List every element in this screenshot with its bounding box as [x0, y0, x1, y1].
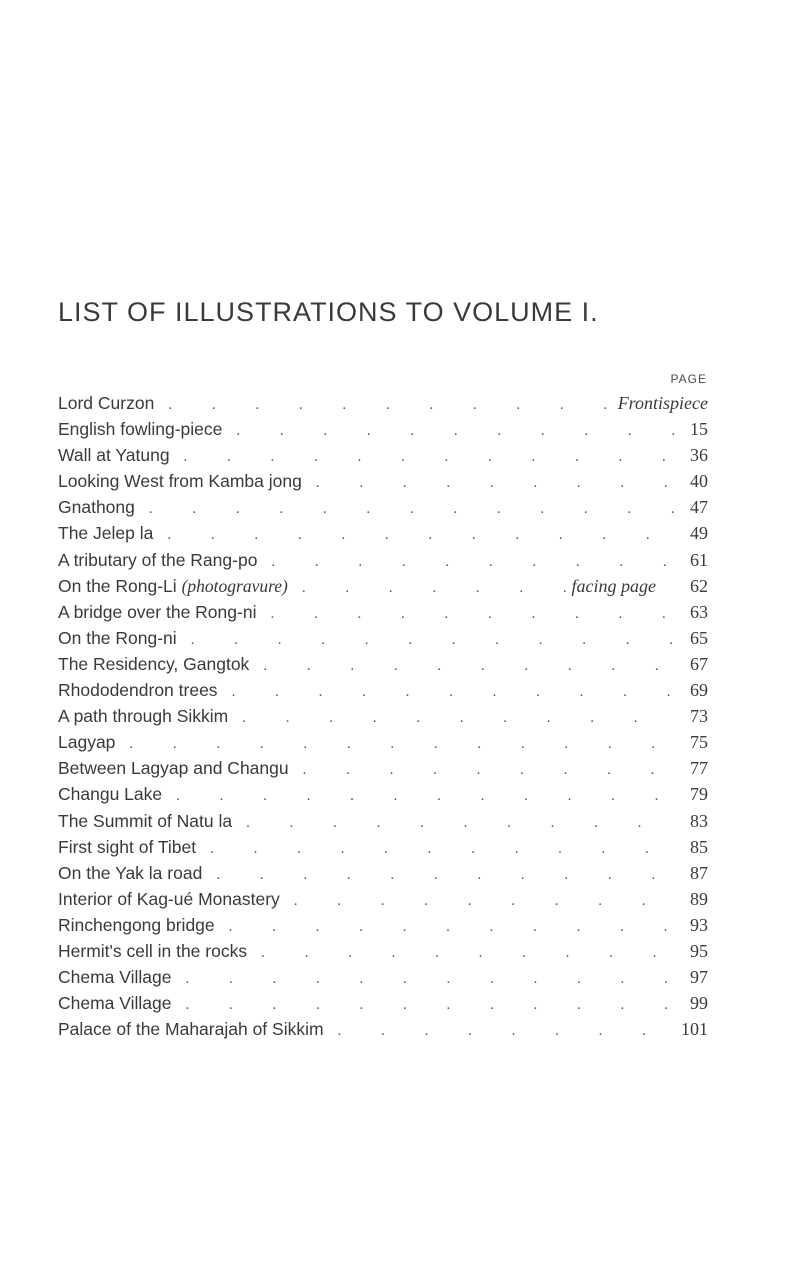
dot-leader — [177, 627, 678, 653]
dot-leader — [247, 940, 678, 966]
entry-title: Chema Village — [58, 967, 172, 988]
entry-title: Between Lagyap and Changu — [58, 758, 289, 779]
entry-page: 69 — [690, 680, 708, 701]
entry-title: English fowling-piece — [58, 419, 223, 440]
entry-page: 77 — [690, 758, 708, 779]
entry-title-note: (photogravure) — [181, 575, 288, 596]
list-item — [58, 494, 708, 520]
entry-title — [58, 573, 288, 599]
entry-title: Gnathong — [58, 497, 135, 518]
list-item — [58, 990, 708, 1016]
entry-page: 73 — [690, 706, 708, 727]
list-item — [58, 1016, 708, 1042]
list-item — [58, 390, 708, 416]
entry-page: 97 — [690, 967, 708, 988]
entry-page: 49 — [690, 523, 708, 544]
entry-page: 62 — [690, 575, 708, 596]
dot-leader — [324, 1018, 678, 1044]
list-item — [58, 860, 708, 886]
list-item — [58, 729, 708, 755]
entry-title: A bridge over the Rong-ni — [58, 601, 257, 622]
dot-leader — [280, 888, 678, 914]
entry-title: Rinchengong bridge — [58, 914, 215, 935]
list-item — [58, 834, 708, 860]
facing-page-note: facing page — [571, 575, 656, 596]
list-item — [58, 442, 708, 468]
list-item — [58, 599, 708, 625]
dot-leader — [162, 783, 678, 809]
entry-page: 101 — [681, 1019, 708, 1040]
entry-page: 65 — [690, 627, 708, 648]
entry-page: 95 — [690, 940, 708, 961]
list-item — [58, 416, 708, 442]
list-item — [58, 808, 708, 834]
entry-page: 40 — [690, 471, 708, 492]
dot-leader — [115, 731, 678, 757]
list-item — [58, 703, 708, 729]
dot-leader — [249, 653, 678, 679]
entry-page: 67 — [690, 653, 708, 674]
dot-leader — [289, 757, 678, 783]
entry-title-text: On the Rong-Li — [58, 575, 177, 596]
entry-title: Lord Curzon — [58, 393, 155, 413]
list-item — [58, 573, 708, 599]
entry-title: The Residency, Gangtok — [58, 653, 250, 674]
dot-leader — [302, 470, 678, 496]
entry-title: The Jelep la — [58, 523, 154, 544]
dot-leader — [228, 705, 678, 731]
dot-leader — [172, 992, 679, 1018]
entry-page: 47 — [690, 497, 708, 518]
dot-leader — [202, 862, 678, 888]
list-item — [58, 781, 708, 807]
entry-title: The Summit of Natu la — [58, 810, 233, 831]
dot-leader — [257, 549, 678, 575]
entry-title: On the Rong-ni — [58, 627, 177, 648]
page-title: LIST OF ILLUSTRATIONS TO VOLUME I. — [58, 297, 599, 327]
entry-title: First sight of Tibet — [58, 836, 197, 857]
page-column-label: PAGE — [670, 372, 707, 386]
dot-leader — [196, 836, 678, 862]
entry-page: 93 — [690, 914, 708, 935]
list-item — [58, 468, 708, 494]
entry-page: 79 — [690, 784, 708, 805]
entry-title: On the Yak la road — [58, 862, 203, 883]
entry-title: Hermit's cell in the rocks — [58, 940, 248, 961]
entry-title: A tributary of the Rang-po — [58, 549, 258, 570]
list-item — [58, 677, 708, 703]
dot-leader — [135, 496, 678, 522]
entry-page: 36 — [690, 445, 708, 466]
entry-title: A path through Sikkim — [58, 706, 229, 727]
list-item — [58, 886, 708, 912]
list-item — [58, 520, 708, 546]
dot-leader — [288, 575, 572, 601]
entry-title: Rhododendron trees — [58, 680, 218, 701]
entry-page: 63 — [690, 601, 708, 622]
entry-page: 99 — [690, 993, 708, 1014]
entry-page: 87 — [690, 862, 708, 883]
dot-leader — [153, 522, 678, 548]
dot-leader — [232, 810, 678, 836]
list-item — [58, 547, 708, 573]
entry-title: Interior of Kag-ué Monastery — [58, 888, 280, 909]
list-item — [58, 651, 708, 677]
entry-page: 85 — [690, 836, 708, 857]
dot-leader — [154, 392, 617, 418]
entry-page: Frontispiece — [617, 393, 708, 413]
entry-page: 83 — [690, 810, 708, 831]
dot-leader — [215, 914, 678, 940]
entry-page: 15 — [690, 419, 708, 440]
dot-leader — [222, 418, 678, 444]
entry-title: Wall at Yatung — [58, 445, 170, 466]
list-item — [58, 912, 708, 938]
entry-page: 61 — [690, 549, 708, 570]
entry-title: Looking West from Kamba jong — [58, 471, 302, 492]
entry-title: Lagyap — [58, 732, 116, 753]
illustrations-list — [58, 390, 708, 1042]
entry-page: 89 — [690, 888, 708, 909]
entry-title: Chema Village — [58, 993, 172, 1014]
dot-leader — [172, 966, 679, 992]
dot-leader — [218, 679, 678, 705]
entry-title: Palace of the Maharajah of Sikkim — [58, 1019, 324, 1040]
list-item — [58, 938, 708, 964]
entry-page: 75 — [690, 732, 708, 753]
list-item — [58, 625, 708, 651]
list-item — [58, 964, 708, 990]
dot-leader — [256, 601, 678, 627]
entry-title: Changu Lake — [58, 784, 163, 805]
dot-leader — [170, 444, 678, 470]
list-item — [58, 755, 708, 781]
